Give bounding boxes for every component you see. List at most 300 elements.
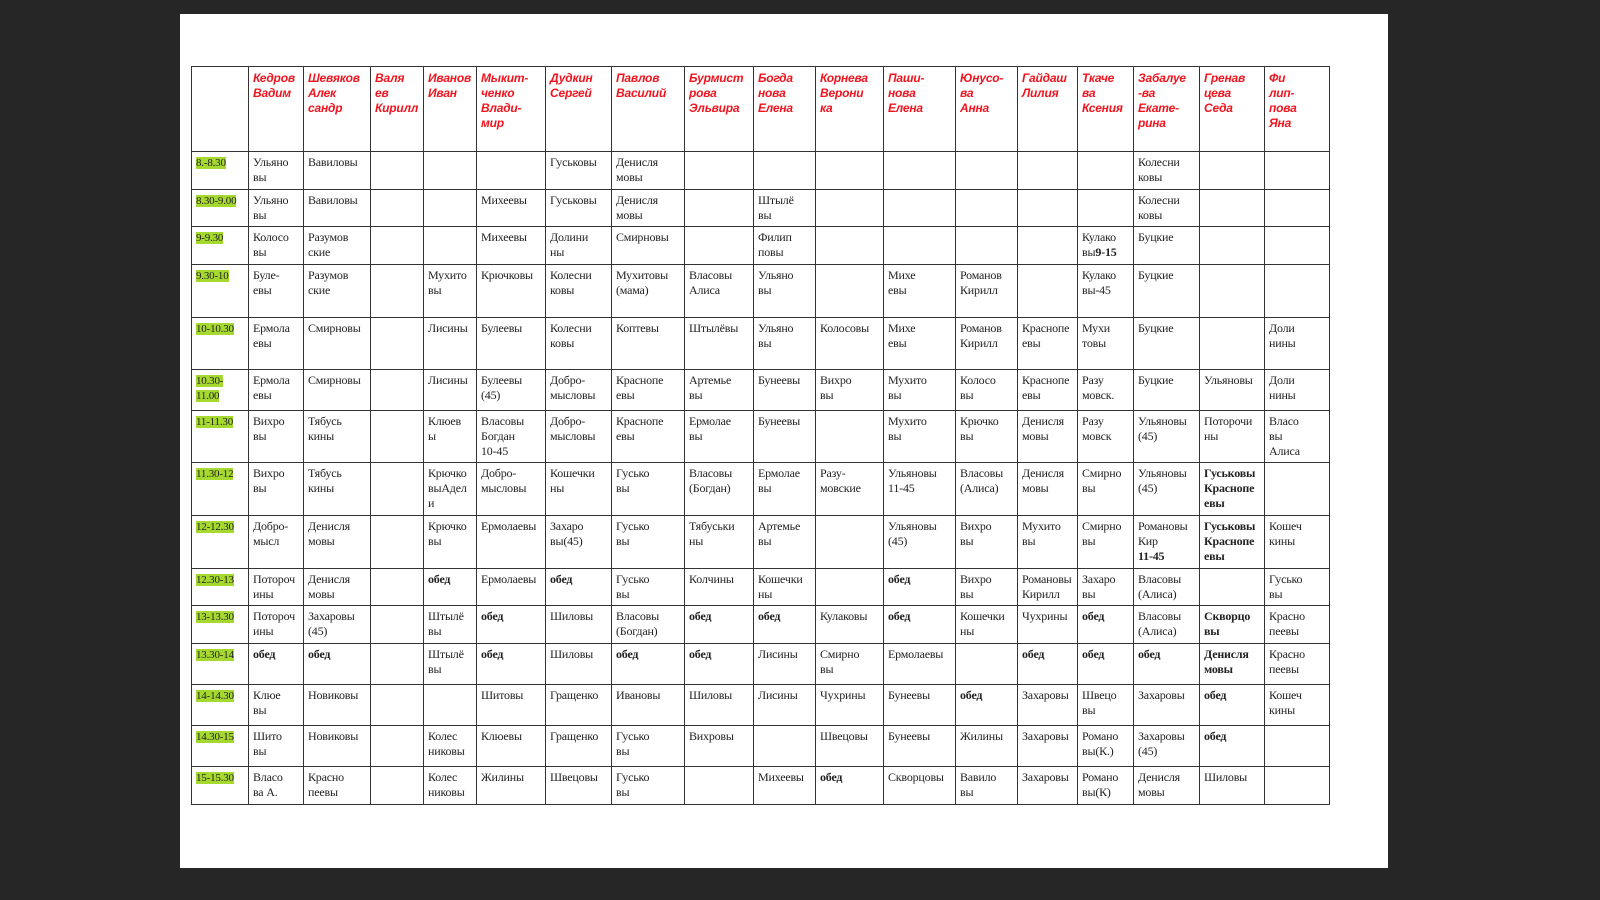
time-slot-label: 15-15.30 [196,772,234,784]
schedule-cell [371,606,424,644]
schedule-cell: Гусько вы [612,569,685,606]
schedule-cell: Тябусь кины [304,463,371,516]
schedule-cell [371,685,424,726]
schedule-cell [816,685,884,726]
schedule-cell [1078,606,1134,644]
schedule-cell [1078,152,1134,190]
schedule-cell: Красно пеевы [1265,606,1330,644]
schedule-cell [816,227,884,265]
schedule-cell: Бунеевы [884,685,956,726]
schedule-cell: Колес никовы [424,767,477,805]
teacher-header: Иванов Иван [424,67,477,152]
schedule-table [191,66,1330,805]
schedule-cell [1018,190,1078,227]
schedule-cell: Смирновы [304,370,371,411]
schedule-cell: Новиковы [304,726,371,767]
time-slot-cell [192,516,249,569]
schedule-cell: Швецовы [546,767,612,805]
schedule-cell: Смирно вы [1078,516,1134,569]
schedule-cell: Артемье вы [754,516,816,569]
cell-text: обед [888,572,911,586]
cell-text: обед [1204,688,1227,702]
schedule-row [192,516,1330,569]
schedule-cell: Новиковы [304,685,371,726]
time-slot-cell [192,685,249,726]
schedule-cell [1200,265,1265,318]
schedule-cell: Добро- мысл [249,516,304,569]
schedule-cell: Кошечки ны [754,569,816,606]
schedule-cell: Ульяно вы [249,190,304,227]
schedule-cell [371,411,424,463]
schedule-cell: Власовы (Алиса) [956,463,1018,516]
schedule-cell: Краснопе евы [1018,370,1078,411]
schedule-cell [1200,318,1265,370]
schedule-row [192,370,1330,411]
schedule-cell: Захаровы [1134,685,1200,726]
cell-text: обед [1138,647,1161,661]
schedule-cell: Гусько вы [612,516,685,569]
schedule-cell [477,152,546,190]
cell-text: Кулако вы [1082,230,1116,259]
cell-text: Колчины [689,572,734,586]
schedule-cell: Вихро вы [956,569,1018,606]
schedule-cell [685,767,754,805]
time-slot-cell [192,190,249,227]
time-slot-cell [192,370,249,411]
schedule-cell [1265,265,1330,318]
time-slot-label: 9-9.30 [196,232,224,244]
teacher-header: Гренав цева Седа [1200,67,1265,152]
schedule-cell: Вихро вы [956,516,1018,569]
schedule-cell: Ермола евы [249,318,304,370]
teacher-header: Ткаче ва Ксения [1078,67,1134,152]
schedule-cell [884,152,956,190]
schedule-cell: Колес никовы [424,726,477,767]
schedule-cell: Ермолае вы [754,463,816,516]
schedule-cell: Захаровы (45) [1134,726,1200,767]
schedule-cell [424,569,477,606]
schedule-cell: Власо вы Алиса [1265,411,1330,463]
schedule-cell: Власо ва А. [249,767,304,805]
schedule-cell: Крючко вы [956,411,1018,463]
schedule-row [192,726,1330,767]
schedule-cell: Тябусь кины [304,411,371,463]
schedule-cell [816,606,884,644]
schedule-cell: Вавиловы [304,152,371,190]
schedule-cell [371,726,424,767]
schedule-cell: Доли нины [1265,318,1330,370]
schedule-cell: Кошеч кины [1265,516,1330,569]
schedule-cell: Гусько вы [612,463,685,516]
schedule-cell [249,644,304,685]
cell-text: Гуськовы Краснопе евы [1204,519,1256,563]
schedule-cell: Захаро вы(45) [546,516,612,569]
schedule-cell: Мухи товы [1078,318,1134,370]
schedule-cell: Ермолае вы [685,411,754,463]
schedule-cell: Кошеч кины [1265,685,1330,726]
time-slot-label: 9.30-10 [196,270,229,282]
schedule-cell [612,318,685,370]
cell-text: Клюевы [481,729,522,743]
schedule-cell [754,411,816,463]
cell-text: Булеевы (45) [481,373,523,402]
schedule-cell: Вихро вы [816,370,884,411]
schedule-cell: Потороч ины [249,606,304,644]
cell-text: обед [689,647,712,661]
schedule-cell [477,370,546,411]
schedule-cell: Гусько вы [612,767,685,805]
schedule-cell: Ульяновы (45) [1134,463,1200,516]
schedule-cell: Лисины [424,370,477,411]
schedule-cell: Ермола евы [249,370,304,411]
schedule-cell: Штылё вы [424,606,477,644]
schedule-row [192,463,1330,516]
schedule-cell [1200,190,1265,227]
cell-text: Смирно вы [820,647,860,676]
schedule-cell: Вихро вы [249,463,304,516]
schedule-cell [424,685,477,726]
schedule-cell [1200,767,1265,805]
schedule-cell: Мухито вы [424,265,477,318]
time-slot-cell [192,318,249,370]
time-slot-cell [192,606,249,644]
schedule-cell [1018,265,1078,318]
time-slot-label: 13.30-14 [196,649,234,661]
schedule-cell: Захаровы (45) [304,606,371,644]
schedule-cell: Потороч ины [249,569,304,606]
schedule-cell: Тябуськи ны [685,516,754,569]
schedule-cell [1265,190,1330,227]
schedule-cell [371,318,424,370]
schedule-cell: Денисля мовы [1134,767,1200,805]
cell-text: Бунеевы [758,414,800,428]
time-slot-cell [192,265,249,318]
cell-text: обед [820,770,843,784]
schedule-cell: Кошечки ны [546,463,612,516]
cell-text: Клюе вы [253,688,281,717]
schedule-cell [1078,644,1134,685]
schedule-cell: Ульяно вы [754,318,816,370]
schedule-cell [884,569,956,606]
schedule-cell: Буцкие [1134,370,1200,411]
schedule-cell: Денисля мовы [1018,463,1078,516]
teacher-header: Павлов Василий [612,67,685,152]
time-slot-label: 8.-8.30 [196,157,226,169]
time-slot-label: 11.30-12 [196,468,234,480]
schedule-cell [546,569,612,606]
time-slot-cell [192,411,249,463]
schedule-cell: Штылё вы [754,190,816,227]
schedule-cell: Власовы Алиса [685,265,754,318]
schedule-cell [816,190,884,227]
schedule-row [192,190,1330,227]
schedule-cell: Красно пеевы [1265,644,1330,685]
schedule-cell [371,190,424,227]
cell-bold-time: 11-45 [1138,549,1165,563]
schedule-cell: Чухрины [1018,606,1078,644]
schedule-cell [884,190,956,227]
time-slot-cell [192,227,249,265]
schedule-cell [304,644,371,685]
schedule-cell: Гуськовы [546,190,612,227]
time-slot-label: 8.30-9.00 [196,195,237,207]
teacher-header: Забалуе -ва Екате- рина [1134,67,1200,152]
schedule-cell [424,227,477,265]
schedule-cell: Лисины [754,644,816,685]
schedule-cell [249,685,304,726]
schedule-cell: Денисля мовы [304,516,371,569]
schedule-cell [816,516,884,569]
schedule-cell: Смирно вы [1078,463,1134,516]
schedule-cell [1200,685,1265,726]
schedule-cell: Гусько вы [1265,569,1330,606]
schedule-cell: Власовы (Богдан) [685,463,754,516]
cell-text: обед [1204,729,1227,743]
schedule-cell: Шиловы [546,644,612,685]
schedule-cell [612,644,685,685]
teacher-header: Шевяков Алек сандр [304,67,371,152]
schedule-cell [956,227,1018,265]
schedule-cell [1265,227,1330,265]
cell-text: обед [481,647,504,661]
schedule-row [192,569,1330,606]
cell-text: обед [308,647,331,661]
schedule-cell [1265,726,1330,767]
schedule-cell [1134,644,1200,685]
schedule-cell [685,227,754,265]
schedule-cell: Романо вы(К) [1078,767,1134,805]
schedule-cell: Гращенко [546,726,612,767]
schedule-cell: Вавиловы [304,190,371,227]
time-slot-cell [192,463,249,516]
teacher-header: Кедров Вадим [249,67,304,152]
cell-text: Булеевы [481,321,523,335]
schedule-cell: Разу мовск [1078,411,1134,463]
header-row [192,67,1330,152]
teacher-header: Дудкин Сергей [546,67,612,152]
schedule-cell [685,606,754,644]
schedule-cell: Ивановы [612,685,685,726]
schedule-cell: Жилины [956,726,1018,767]
time-slot-cell [192,726,249,767]
schedule-cell [371,370,424,411]
schedule-cell [1018,227,1078,265]
document-page [180,14,1388,868]
cell-text: обед [616,647,639,661]
schedule-cell: Денисля мовы [612,190,685,227]
teacher-header: Богда нова Елена [754,67,816,152]
schedule-cell [1200,152,1265,190]
time-slot-label: 12-12.30 [196,521,234,533]
schedule-cell: Колосо вы [249,227,304,265]
cell-text: обед [960,688,983,702]
schedule-cell: Штылё вы [424,644,477,685]
schedule-cell [816,569,884,606]
schedule-cell: Буцкие [1134,227,1200,265]
schedule-cell: Гращенко [546,685,612,726]
schedule-cell [477,606,546,644]
schedule-cell: Буцкие [1134,318,1200,370]
schedule-cell: Захаро вы [1078,569,1134,606]
schedule-cell: Добро- мысловы [546,411,612,463]
schedule-cell [371,767,424,805]
schedule-cell: Мухитовы (мама) [612,265,685,318]
schedule-cell: Романо вы(К.) [1078,726,1134,767]
time-slot-label: 10.30- 11.00 [196,375,224,402]
schedule-cell [371,463,424,516]
schedule-cell: Артемье вы [685,370,754,411]
schedule-row [192,265,1330,318]
schedule-cell [816,644,884,685]
teacher-header: Гайдаш Лилия [1018,67,1078,152]
schedule-cell [371,152,424,190]
schedule-cell: Захаровы [1018,726,1078,767]
schedule-cell: Власовы (Алиса) [1134,606,1200,644]
time-slot-label: 14-14.30 [196,690,234,702]
schedule-cell [754,726,816,767]
cell-text: обед [888,609,911,623]
teacher-header: Валя ев Кирилл [371,67,424,152]
schedule-cell: Краснопе евы [612,370,685,411]
schedule-cell [956,644,1018,685]
schedule-cell [371,569,424,606]
cell-text: обед [1022,647,1045,661]
schedule-row [192,411,1330,463]
schedule-cell: Вихровы [685,726,754,767]
cell-text: обед [550,572,573,586]
schedule-cell: Мухито вы [884,370,956,411]
cell-text: Бунеевы [758,373,800,387]
schedule-cell: Колосовы [816,318,884,370]
schedule-cell: Ермолаевы [477,516,546,569]
schedule-cell [371,265,424,318]
schedule-cell [424,190,477,227]
cell-bold-time: 9-15 [1095,245,1117,259]
schedule-cell [685,569,754,606]
schedule-cell: Ульяно вы [754,265,816,318]
schedule-cell [1265,767,1330,805]
schedule-cell: Гуськовы [546,152,612,190]
cell-text: Денисля мовы [1204,647,1249,676]
schedule-cell: Разу мовск. [1078,370,1134,411]
schedule-cell: Кулако вы-45 [1078,265,1134,318]
schedule-cell: Лисины [754,685,816,726]
schedule-cell: Михе евы [884,265,956,318]
time-slot-cell [192,644,249,685]
schedule-cell: Мухито вы [884,411,956,463]
schedule-cell: Ульяновы (45) [1134,411,1200,463]
schedule-cell: Денисля мовы [1018,411,1078,463]
cell-text: обед [758,609,781,623]
schedule-cell: Шиловы [546,606,612,644]
schedule-cell [1200,606,1265,644]
teacher-header: Мыкит- ченко Влади- мир [477,67,546,152]
schedule-cell: Власовы Богдан 10-45 [477,411,546,463]
schedule-row [192,685,1330,726]
schedule-cell [1265,152,1330,190]
schedule-cell: Власовы (Богдан) [612,606,685,644]
schedule-cell: Мухито вы [1018,516,1078,569]
time-slot-label: 13-13.30 [196,611,234,623]
time-slot-cell [192,569,249,606]
schedule-cell: Колесни ковы [1134,152,1200,190]
cell-text: Чухрины [820,688,866,702]
schedule-cell: Ульяно вы [249,152,304,190]
time-slot-cell [192,152,249,190]
schedule-cell [1018,569,1078,606]
schedule-cell [1200,516,1265,569]
cell-text: Шито вы [253,729,282,758]
schedule-cell [884,606,956,644]
schedule-cell: Вавило вы [956,767,1018,805]
schedule-cell [816,411,884,463]
schedule-cell: Ульяновы 11-45 [884,463,956,516]
schedule-cell: Вихро вы [249,411,304,463]
schedule-cell [816,152,884,190]
cell-text: обед [428,572,451,586]
schedule-cell: Михеевы [754,767,816,805]
schedule-cell: Бунеевы [884,726,956,767]
schedule-cell: Краснопе евы [612,411,685,463]
cell-text: Гуськовы Краснопе евы [1204,466,1256,510]
time-slot-label: 12.30-13 [196,574,234,586]
cell-text: обед [253,647,276,661]
schedule-cell: Михе евы [884,318,956,370]
schedule-row [192,152,1330,190]
schedule-row [192,644,1330,685]
schedule-cell: Буле- евы [249,265,304,318]
schedule-cell [1200,569,1265,606]
schedule-cell: Крючко выАдел и [424,463,477,516]
schedule-cell: Михеевы [477,190,546,227]
schedule-cell [1018,644,1078,685]
schedule-cell: Крючко вы [424,516,477,569]
schedule-cell [371,644,424,685]
schedule-cell: Доли нины [1265,370,1330,411]
schedule-cell: Ермолаевы [477,569,546,606]
schedule-cell: Смирновы [612,227,685,265]
schedule-cell: Поторочи ны [1200,411,1265,463]
schedule-row [192,227,1330,265]
schedule-cell [477,726,546,767]
schedule-cell [477,767,546,805]
schedule-cell: Романов Кирилл [956,318,1018,370]
schedule-cell: Михеевы [477,227,546,265]
cell-text: Коптевы [616,321,659,335]
schedule-cell: Колосо вы [956,370,1018,411]
schedule-cell: Захаровы [1018,767,1078,805]
teacher-header: Паши- нова Елена [884,67,956,152]
cell-text: Скворцо вы [1204,609,1251,638]
schedule-cell [956,152,1018,190]
schedule-cell [1134,516,1200,569]
schedule-cell: Власовы (Алиса) [1134,569,1200,606]
cell-text: обед [1082,647,1105,661]
schedule-cell: Ульяновы [1200,370,1265,411]
schedule-cell: Денисля мовы [304,569,371,606]
schedule-cell [685,152,754,190]
schedule-cell [371,516,424,569]
schedule-row [192,767,1330,805]
schedule-cell: Филип повы [754,227,816,265]
cell-text: Романовы Кирилл [1022,572,1072,601]
schedule-cell: Ульяновы (45) [884,516,956,569]
schedule-cell [249,726,304,767]
schedule-cell [1200,463,1265,516]
schedule-cell: Клюев ы [424,411,477,463]
cell-text: Жилины [481,770,524,784]
schedule-cell: Колесни ковы [546,265,612,318]
